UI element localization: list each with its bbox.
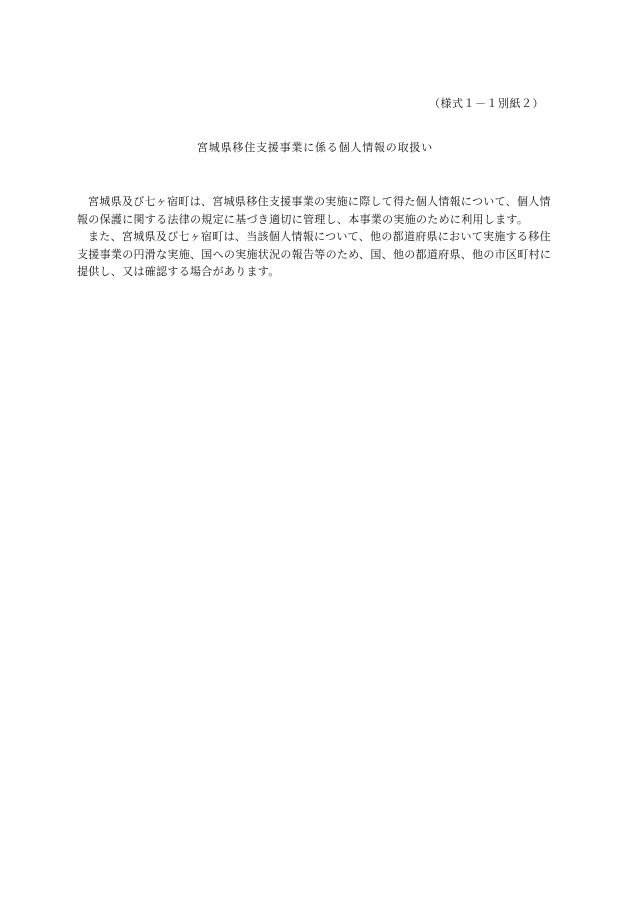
paragraph-1: 宮城県及び七ヶ宿町は、宮城県移住支援事業の実施に際して得た個人情報について、個人情報の保護に関する法律の規定に基づき適切に管理し、本事業の実施のために利用します。 [77, 195, 551, 226]
document-body [77, 193, 553, 281]
paragraph-2: また、宮城県及び七ヶ宿町は、当該個人情報について、他の都道府県において実施する移住支援事業の円滑な実施、国への実施状況の報告等のため、国、他の都道府県、他の市区町村に提供し、又は確認する場合があります。 [77, 230, 552, 278]
document-title: 宮城県移住支援事業に係る個人情報の取扱い [197, 141, 433, 154]
form-reference: （様式１－１別紙２） [429, 97, 544, 110]
